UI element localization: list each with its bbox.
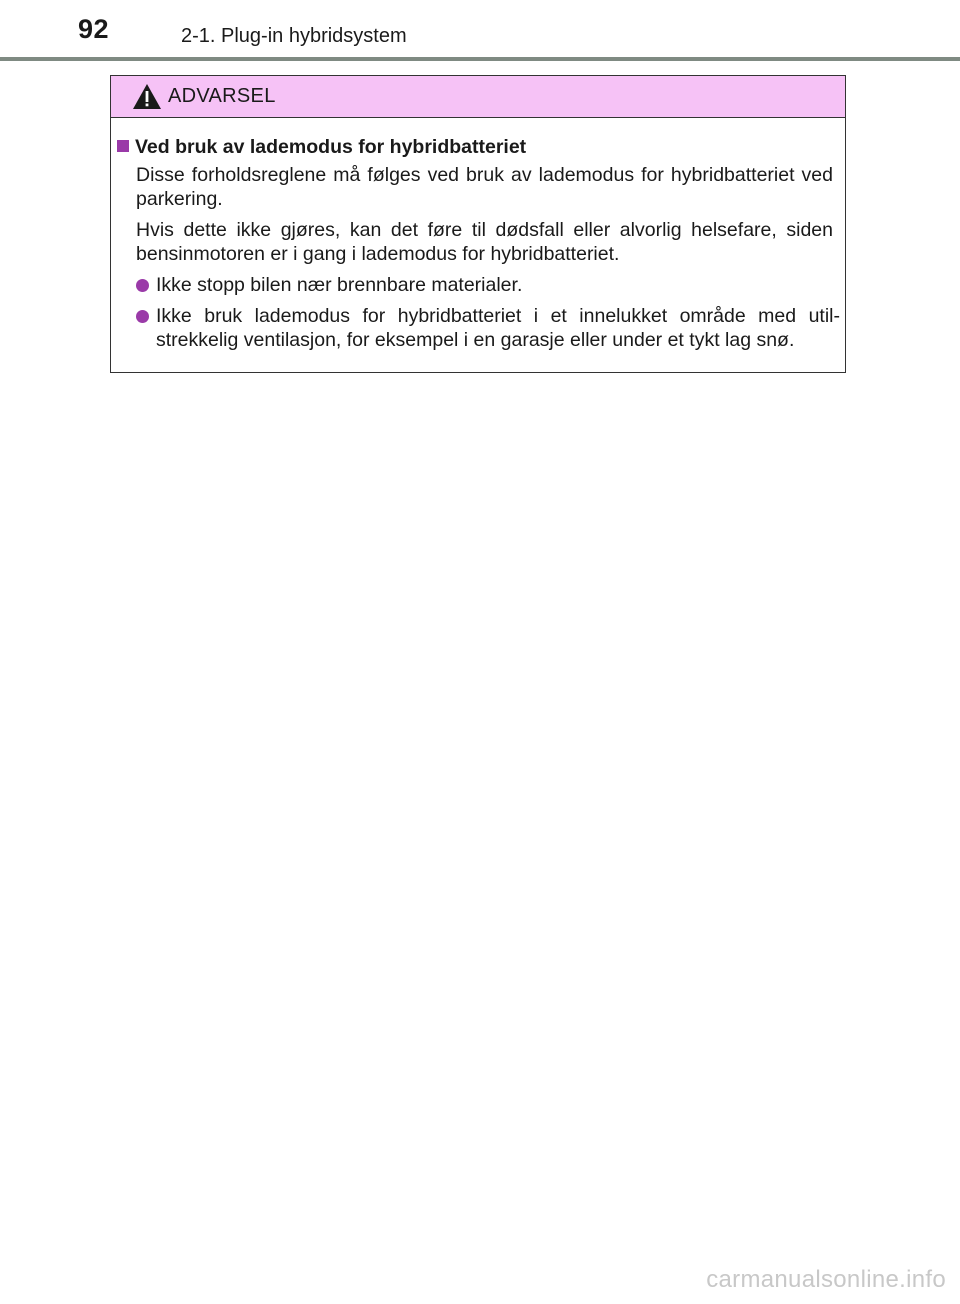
watermark: carmanualsonline.info xyxy=(706,1266,946,1293)
bullet-text: Ikke stopp bilen nær brennbare materialer. xyxy=(156,274,523,296)
warning-subheading-text: Ved bruk av lademodus for hybridbatteriet xyxy=(135,136,527,158)
circle-bullet-icon xyxy=(136,279,149,292)
bullet-text: Ikke bruk lademodus for hybridbatteriet i et innelukket område med utilstrekkelig ventilasjon, for eksempel i en garasje eller under et tykt lag snø. xyxy=(156,305,840,351)
warning-label: ADVARSEL xyxy=(168,85,276,107)
bullet-item xyxy=(136,304,840,352)
warning-paragraph: Hvis dette ikke gjøres, kan det føre til dødsfall eller alvorlig helsefare, siden bensinmotoren er i gang i lademodus for hybridbatteriet. xyxy=(136,219,833,265)
page-number: 92 xyxy=(78,14,110,44)
circle-bullet-icon xyxy=(136,310,149,323)
warning-subheading xyxy=(117,135,837,159)
warning-paragraph: Disse forholdsreglene må følges ved bruk av lademodus for hybridbatteriet ved parkering. xyxy=(136,164,833,210)
warning-header xyxy=(111,76,845,118)
header-rule xyxy=(0,57,960,61)
section-title: 2-1. Plug-in hybridsystem xyxy=(181,25,407,47)
warning-box xyxy=(110,75,846,373)
bullet-item xyxy=(136,273,840,297)
square-bullet-icon xyxy=(117,140,129,152)
warning-triangle-icon xyxy=(132,83,162,110)
